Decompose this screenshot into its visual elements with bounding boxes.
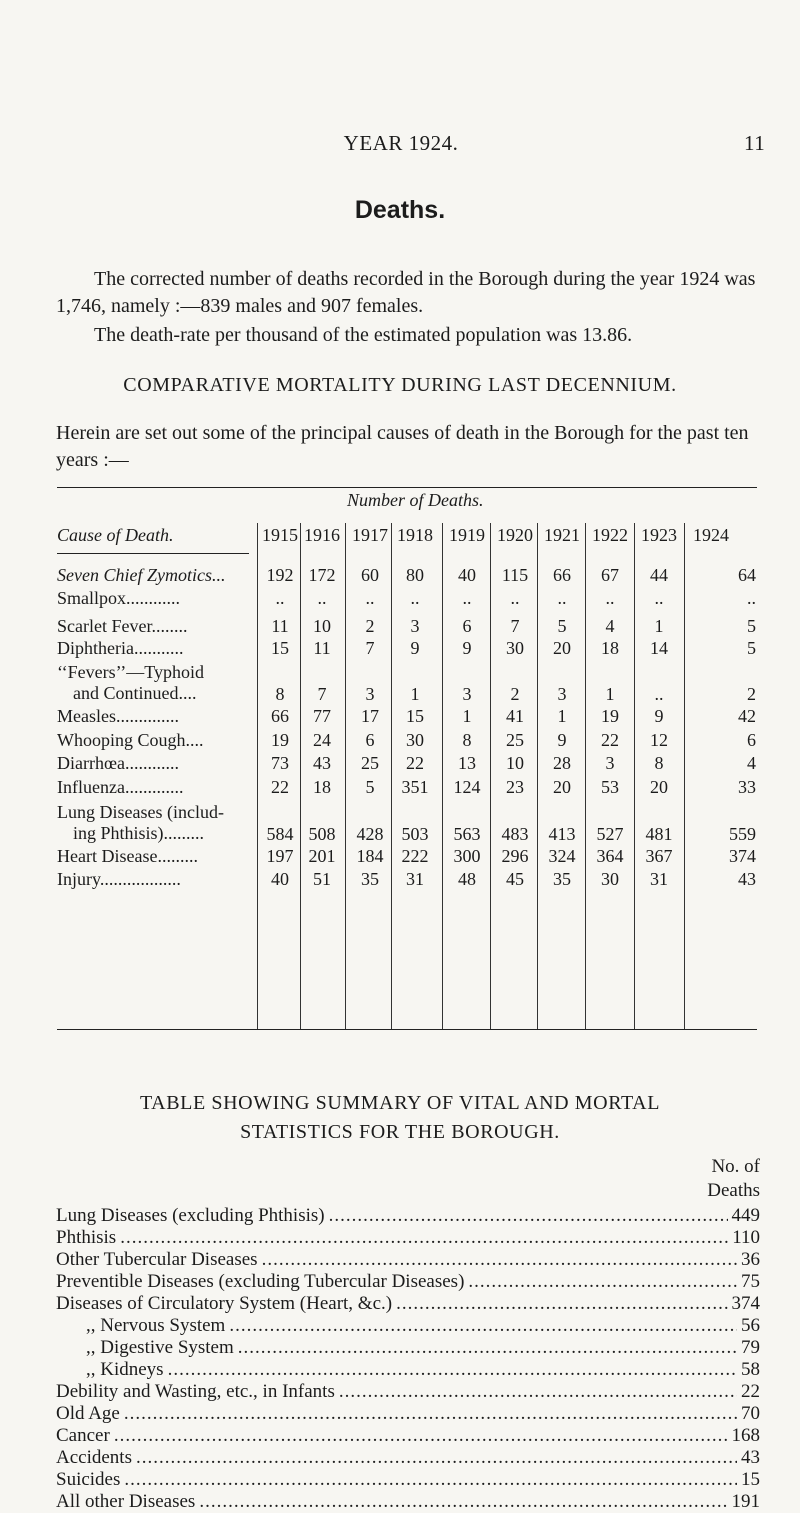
table-cell: 43 [313, 753, 331, 773]
summary-value: 58 [741, 1359, 760, 1380]
summary-value: 374 [731, 1293, 760, 1314]
cause-label [57, 662, 253, 704]
table-cell: 7 [317, 684, 327, 704]
table-cell: 80 [406, 565, 424, 585]
summary-row [56, 1227, 760, 1249]
table-cell: 22 [406, 753, 424, 773]
column-divider [585, 523, 586, 1029]
year-header: 1917 [352, 525, 388, 545]
summary-label: Cancer [56, 1425, 110, 1446]
cause-label-line: Seven Chief Zymotics... [57, 565, 226, 585]
table-cell: 3 [462, 684, 472, 704]
table-cell: .. [747, 588, 756, 608]
summary-value: 79 [741, 1337, 760, 1358]
table-cell: 67 [601, 565, 619, 585]
table-cell: 1 [462, 706, 472, 726]
summary-row [56, 1293, 760, 1315]
cause-label-line: Whooping Cough.... [57, 730, 204, 750]
table-cell: 374 [729, 846, 756, 866]
table-cell: 192 [266, 565, 294, 585]
table-cell: 172 [308, 565, 336, 585]
table-cell: 10 [506, 753, 524, 773]
table-cell: 2 [510, 684, 520, 704]
table-cell: 296 [501, 846, 529, 866]
deaths-column-header-line1: No. of [711, 1156, 760, 1177]
table-cell: 12 [650, 730, 668, 750]
year-header: 1924 [693, 525, 729, 545]
table-cell: 44 [650, 565, 668, 585]
cause-label [57, 753, 253, 774]
table-cell: 3 [410, 616, 420, 636]
year-header: 1916 [304, 525, 340, 545]
cause-label-line: Smallpox............ [57, 588, 181, 608]
table-cell: 24 [313, 730, 331, 750]
table-cell: 8 [654, 753, 664, 773]
cause-label [57, 616, 253, 637]
year-header: 1918 [397, 525, 433, 545]
table-cell: 5 [747, 616, 756, 636]
table-cell: 508 [308, 824, 336, 844]
table-cell: 1 [557, 706, 567, 726]
table-cell: .. [275, 588, 285, 608]
table-cell: .. [654, 684, 664, 704]
table-cell: 6 [462, 616, 472, 636]
cause-label-line: and Continued.... [73, 683, 197, 703]
summary-row [56, 1315, 760, 1337]
table-cell: 584 [266, 824, 294, 844]
summary-row [56, 1381, 760, 1403]
table-cell: 4 [605, 616, 615, 636]
table-cell: 184 [356, 846, 384, 866]
table-cell: 13 [458, 753, 476, 773]
table-cell: 11 [313, 638, 331, 658]
table-cell: 20 [553, 777, 571, 797]
table-cell: 22 [601, 730, 619, 750]
table-cell: 40 [271, 869, 289, 889]
summary-value: 75 [741, 1271, 760, 1292]
summary-row [56, 1491, 760, 1513]
summary-value: 449 [731, 1205, 760, 1226]
table-cell: 14 [650, 638, 668, 658]
table-cell: 413 [548, 824, 576, 844]
table-cell: 25 [361, 753, 379, 773]
summary-label: All other Diseases [56, 1491, 196, 1512]
column-divider [490, 523, 491, 1029]
summary-title-line2: STATISTICS FOR THE BOROUGH. [240, 1121, 560, 1143]
table-cell: 43 [738, 869, 756, 889]
summary-row [56, 1359, 760, 1381]
summary-label: Old Age [56, 1403, 120, 1424]
table-cell: 1 [654, 616, 664, 636]
table-cell: 18 [313, 777, 331, 797]
cause-label [57, 730, 253, 751]
dot-leader [136, 1447, 737, 1469]
table-cell: 20 [553, 638, 571, 658]
summary-value: 191 [731, 1491, 760, 1512]
table-cell: 5 [365, 777, 375, 797]
table-cell: .. [605, 588, 615, 608]
table-cell: 124 [453, 777, 481, 797]
table-cell: 9 [557, 730, 567, 750]
table-cell: .. [365, 588, 375, 608]
table-cell: .. [510, 588, 520, 608]
table-cell: 17 [361, 706, 379, 726]
summary-label: Debility and Wasting, etc., in Infants [56, 1381, 335, 1402]
summary-value: 70 [741, 1403, 760, 1424]
table-cell: 64 [738, 565, 756, 585]
summary-label: Other Tubercular Diseases [56, 1249, 258, 1270]
table-cell: 22 [271, 777, 289, 797]
table-cell: 5 [557, 616, 567, 636]
table-cell: 1 [410, 684, 420, 704]
table-cell: 15 [406, 706, 424, 726]
table-cell: 7 [510, 616, 520, 636]
table-cell: 324 [548, 846, 576, 866]
summary-row [56, 1205, 760, 1227]
summary-value: 56 [741, 1315, 760, 1336]
table-cell: 20 [650, 777, 668, 797]
table-cell: 9 [654, 706, 664, 726]
table-cell: .. [410, 588, 420, 608]
table-cell: 503 [401, 824, 429, 844]
summary-value: 36 [741, 1249, 760, 1270]
table-cell: 11 [271, 616, 289, 636]
intro-paragraph-deaths: The corrected number of deaths recorded in the Borough during the year 1924 was 1,746, namely :—839 males and 907 females. [56, 268, 756, 317]
cause-label-line: Measles.............. [57, 706, 179, 726]
table-cell: 19 [271, 730, 289, 750]
dot-leader [199, 1491, 727, 1513]
year-header: 1915 [262, 525, 298, 545]
dot-leader [120, 1227, 728, 1249]
table-cell: 35 [553, 869, 571, 889]
cause-label-line: Diphtheria........... [57, 638, 184, 658]
summary-row [56, 1337, 760, 1359]
table-top-rule [57, 487, 757, 488]
summary-label: Accidents [56, 1447, 132, 1468]
table-cell: 563 [453, 824, 481, 844]
section-heading: Deaths. [354, 196, 446, 224]
number-of-deaths-caption: Number of Deaths. [347, 490, 484, 510]
table-bottom-rule [57, 1029, 757, 1030]
summary-label: ,, Kidneys [86, 1359, 164, 1380]
table-cell: 527 [596, 824, 624, 844]
cause-label-line: Lung Diseases (includ- [57, 802, 224, 822]
table-cell: 33 [738, 777, 756, 797]
dot-leader [238, 1337, 737, 1359]
cause-label-line: Influenza............. [57, 777, 184, 797]
dot-leader [229, 1315, 737, 1337]
table-cell: 53 [601, 777, 619, 797]
table-cell: 9 [462, 638, 472, 658]
table-cell: .. [654, 588, 664, 608]
deaths-column-header-line2: Deaths [707, 1180, 760, 1201]
table-cell: 30 [506, 638, 524, 658]
dot-leader [396, 1293, 727, 1315]
summary-row [56, 1403, 760, 1425]
table-cell: 6 [365, 730, 375, 750]
year-header: 1920 [497, 525, 533, 545]
mortality-table [57, 487, 757, 1030]
table-cell: 66 [271, 706, 289, 726]
comparative-intro: Herein are set out some of the principal causes of death in the Borough for the past ten years :— [56, 422, 749, 471]
table-cell: 25 [506, 730, 524, 750]
summary-label: ,, Digestive System [86, 1337, 234, 1358]
summary-label: Suicides [56, 1469, 121, 1490]
table-cell: 48 [458, 869, 476, 889]
column-divider [684, 523, 685, 1029]
table-cell: 10 [313, 616, 331, 636]
cause-label [57, 777, 253, 798]
table-cell: 18 [601, 638, 619, 658]
cause-label-line: Diarrhœa............ [57, 753, 179, 773]
table-cell: 6 [747, 730, 756, 750]
summary-label: ,, Nervous System [86, 1315, 226, 1336]
table-cell: .. [462, 588, 472, 608]
table-cell: 222 [401, 846, 429, 866]
table-cell: 60 [361, 565, 379, 585]
table-cell: .. [317, 588, 327, 608]
table-cell: 201 [308, 846, 336, 866]
table-cell: 364 [596, 846, 624, 866]
dot-leader [114, 1425, 728, 1447]
summary-row [56, 1425, 760, 1447]
summary-value: 110 [732, 1227, 760, 1248]
cause-label [57, 869, 253, 890]
summary-row [56, 1469, 760, 1491]
running-head-title: YEAR 1924. [343, 131, 459, 155]
comparative-heading: COMPARATIVE MORTALITY DURING LAST DECENNIUM. [123, 374, 677, 396]
table-cell: 428 [356, 824, 384, 844]
table-cell: 2 [747, 684, 756, 704]
summary-label: Preventible Diseases (excluding Tubercular Diseases) [56, 1271, 465, 1292]
table-cell: 45 [506, 869, 524, 889]
table-cell: 9 [410, 638, 420, 658]
dot-leader [262, 1249, 737, 1271]
table-cell: 30 [601, 869, 619, 889]
table-cell: 8 [275, 684, 285, 704]
page-number: 11 [744, 131, 766, 155]
table-cell: 367 [645, 846, 673, 866]
table-cell: 8 [462, 730, 472, 750]
table-cell: 42 [738, 706, 756, 726]
table-cell: 41 [506, 706, 524, 726]
table-cell: 66 [553, 565, 571, 585]
table-cell: 15 [271, 638, 289, 658]
table-cell: 35 [361, 869, 379, 889]
table-cell: 31 [406, 869, 424, 889]
dot-leader [339, 1381, 737, 1403]
cause-label-line: ‘‘Fevers’’—Typhoid [57, 662, 205, 682]
table-cell: 351 [401, 777, 429, 797]
table-cell: 2 [365, 616, 375, 636]
summary-label: Phthisis [56, 1227, 117, 1248]
table-cell: .. [557, 588, 567, 608]
table-cell: 23 [506, 777, 524, 797]
table-cell: 40 [458, 565, 476, 585]
table-cell: 51 [313, 869, 331, 889]
cause-label [57, 846, 253, 867]
table-cell: 73 [271, 753, 289, 773]
cause-header-rule [57, 553, 249, 554]
dot-leader [124, 1403, 737, 1425]
column-divider [345, 523, 346, 1029]
cause-label [57, 706, 253, 727]
table-cell: 1 [605, 684, 615, 704]
summary-value: 43 [741, 1447, 760, 1468]
column-divider [634, 523, 635, 1029]
cause-label [57, 638, 253, 659]
cause-label-line: Heart Disease......... [57, 846, 198, 866]
cause-label-line: Injury.................. [57, 869, 181, 889]
table-cell: 5 [747, 638, 756, 658]
summary-value: 15 [741, 1469, 760, 1490]
table-cell: 4 [747, 753, 756, 773]
table-cell: 559 [729, 824, 756, 844]
table-cell: 3 [605, 753, 615, 773]
table-cell: 7 [365, 638, 375, 658]
summary-value: 22 [741, 1381, 760, 1402]
table-cell: 28 [553, 753, 571, 773]
table-cell: 19 [601, 706, 619, 726]
year-header: 1922 [592, 525, 628, 545]
table-cell: 115 [501, 565, 529, 585]
cause-label [57, 565, 253, 586]
table-cell: 483 [501, 824, 529, 844]
cause-label-line: Scarlet Fever........ [57, 616, 188, 636]
intro-paragraph-death-rate: The death-rate per thousand of the estimated population was 13.86. [94, 324, 633, 346]
summary-row [56, 1249, 760, 1271]
summary-row [56, 1271, 760, 1293]
year-header: 1921 [544, 525, 580, 545]
summary-row [56, 1447, 760, 1469]
table-cell: 197 [266, 846, 294, 866]
dot-leader [124, 1469, 737, 1491]
summary-value: 168 [731, 1425, 760, 1446]
cause-label [57, 802, 253, 844]
summary-title-line1: TABLE SHOWING SUMMARY OF VITAL AND MORTAL [139, 1092, 661, 1114]
table-cell: 77 [313, 706, 331, 726]
cause-of-death-header: Cause of Death. [57, 525, 174, 545]
table-cell: 30 [406, 730, 424, 750]
column-divider [442, 523, 443, 1029]
dot-leader [329, 1205, 728, 1227]
table-cell: 31 [650, 869, 668, 889]
year-header: 1919 [449, 525, 485, 545]
table-cell: 300 [453, 846, 481, 866]
year-header: 1923 [641, 525, 677, 545]
column-divider [537, 523, 538, 1029]
dot-leader [168, 1359, 737, 1381]
cause-label-line: ing Phthisis)......... [73, 823, 205, 843]
summary-label: Lung Diseases (excluding Phthisis) [56, 1205, 325, 1226]
summary-label: Diseases of Circulatory System (Heart, &c.) [56, 1293, 393, 1314]
table-cell: 3 [365, 684, 375, 704]
table-cell: 481 [645, 824, 673, 844]
table-cell: 3 [557, 684, 567, 704]
dot-leader [468, 1271, 737, 1293]
cause-label [57, 588, 253, 609]
